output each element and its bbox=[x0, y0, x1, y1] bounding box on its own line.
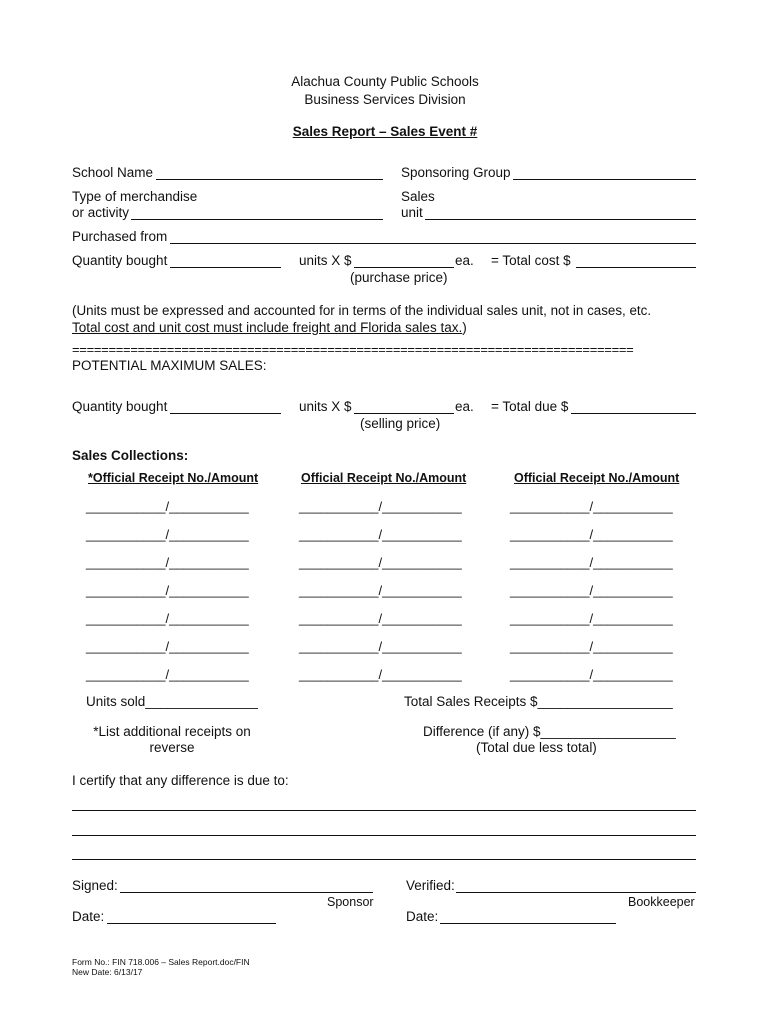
verified-field[interactable] bbox=[456, 892, 696, 893]
receipt-slot[interactable]: ___________/___________ bbox=[299, 667, 462, 682]
purchase-price-field[interactable] bbox=[354, 267, 454, 268]
receipt-slot[interactable]: ___________/___________ bbox=[299, 583, 462, 598]
school-name-field[interactable] bbox=[156, 179, 383, 180]
total-due-field[interactable] bbox=[571, 413, 696, 414]
school-name-label: School Name bbox=[72, 165, 154, 180]
receipt-slot[interactable]: ___________/___________ bbox=[299, 527, 462, 542]
sponsoring-group-field[interactable] bbox=[513, 179, 696, 180]
total-due-less-caption: (Total due less total) bbox=[476, 740, 597, 755]
receipt-slot[interactable]: ___________/___________ bbox=[510, 499, 673, 514]
bookkeeper-caption: Bookkeeper bbox=[628, 895, 695, 909]
sponsoring-group-label: Sponsoring Group bbox=[401, 165, 511, 180]
receipt-slot[interactable]: ___________/___________ bbox=[510, 639, 673, 654]
receipt-slot[interactable]: ___________/___________ bbox=[86, 583, 249, 598]
certify-line-2[interactable] bbox=[72, 835, 696, 836]
list-additional-receipts-1: *List additional receipts on bbox=[93, 724, 251, 739]
receipt-column-3-header: Official Receipt No./Amount bbox=[514, 471, 680, 485]
purchase-price-caption: (purchase price) bbox=[350, 270, 448, 285]
purchased-from-field[interactable] bbox=[170, 243, 696, 244]
receipt-slot[interactable]: ___________/___________ bbox=[510, 527, 673, 542]
certify-statement: I certify that any difference is due to: bbox=[72, 773, 289, 788]
form-number: Form No.: FIN 718.006 – Sales Report.doc/FIN bbox=[72, 957, 250, 967]
sales-label: Sales bbox=[401, 189, 435, 204]
note-line-2 bbox=[72, 320, 467, 335]
org-name: Alachua County Public Schools bbox=[291, 74, 479, 89]
potential-quantity-bought-label: Quantity bought bbox=[72, 399, 168, 414]
signed-label: Signed: bbox=[72, 878, 118, 893]
potential-sales-heading: POTENTIAL MAXIMUM SALES: bbox=[72, 358, 267, 373]
receipt-slot[interactable]: ___________/___________ bbox=[510, 555, 673, 570]
total-due-label: = Total due $ bbox=[491, 399, 569, 414]
sales-unit-label: unit bbox=[401, 205, 423, 220]
date-left-field[interactable] bbox=[107, 923, 276, 924]
certify-line-1[interactable] bbox=[72, 810, 696, 811]
date-right-field[interactable] bbox=[440, 923, 616, 924]
selling-price-caption: (selling price) bbox=[360, 416, 441, 431]
division-name: Business Services Division bbox=[304, 92, 466, 107]
receipt-slot[interactable]: ___________/___________ bbox=[299, 639, 462, 654]
receipt-slot[interactable]: ___________/___________ bbox=[86, 667, 249, 682]
separator-line: ============================================================================= bbox=[72, 342, 634, 357]
receipt-slot[interactable]: ___________/___________ bbox=[86, 499, 249, 514]
type-merchandise-field[interactable] bbox=[131, 219, 383, 220]
receipt-slot[interactable]: ___________/___________ bbox=[510, 583, 673, 598]
receipt-slot[interactable]: ___________/___________ bbox=[299, 611, 462, 626]
sponsor-caption: Sponsor bbox=[327, 895, 374, 909]
note-line-2-end: ) bbox=[462, 320, 467, 335]
potential-ea-label: ea. bbox=[455, 399, 474, 414]
date-left-label: Date: bbox=[72, 909, 105, 924]
total-cost-field[interactable] bbox=[576, 267, 696, 268]
list-additional-receipts-2: reverse bbox=[149, 740, 195, 755]
receipt-slot[interactable]: ___________/___________ bbox=[510, 667, 673, 682]
selling-price-field[interactable] bbox=[354, 413, 454, 414]
total-sales-receipts: Total Sales Receipts $__________________ bbox=[404, 694, 673, 709]
note-line-1: (Units must be expressed and accounted for in terms of the individual sales unit, not in cases, etc. bbox=[72, 303, 652, 318]
quantity-bought-label: Quantity bought bbox=[72, 253, 168, 268]
receipt-slot[interactable]: ___________/___________ bbox=[86, 639, 249, 654]
quantity-bought-field[interactable] bbox=[170, 267, 281, 268]
signed-field[interactable] bbox=[120, 892, 373, 893]
receipt-slot[interactable]: ___________/___________ bbox=[86, 555, 249, 570]
receipt-slot[interactable]: ___________/___________ bbox=[86, 611, 249, 626]
potential-quantity-field[interactable] bbox=[170, 413, 281, 414]
receipt-column-1-header: *Official Receipt No./Amount bbox=[88, 471, 259, 485]
note-line-2-text: Total cost and unit cost must include freight and Florida sales tax. bbox=[72, 320, 463, 335]
or-activity-label: or activity bbox=[72, 205, 130, 220]
sales-collections-heading: Sales Collections: bbox=[72, 448, 189, 463]
date-right-label: Date: bbox=[406, 909, 439, 924]
purchased-from-label: Purchased from bbox=[72, 229, 168, 244]
receipt-column-2-header: Official Receipt No./Amount bbox=[301, 471, 467, 485]
verified-label: Verified: bbox=[406, 878, 455, 893]
receipt-slot[interactable]: ___________/___________ bbox=[299, 555, 462, 570]
total-cost-label: = Total cost $ bbox=[491, 253, 571, 268]
difference-field: Difference (if any) $__________________ bbox=[423, 724, 676, 739]
receipt-slot[interactable]: ___________/___________ bbox=[86, 527, 249, 542]
new-date: New Date: 6/13/17 bbox=[72, 967, 143, 977]
receipt-slot[interactable]: ___________/___________ bbox=[510, 611, 673, 626]
units-sold: Units sold_______________ bbox=[86, 694, 258, 709]
certify-line-3[interactable] bbox=[72, 859, 696, 860]
type-merchandise-label: Type of merchandise bbox=[72, 189, 198, 204]
ea-label: ea. bbox=[455, 253, 474, 268]
potential-units-x-label: units X $ bbox=[299, 399, 352, 414]
form-title: Sales Report – Sales Event # bbox=[292, 124, 478, 139]
units-x-label: units X $ bbox=[299, 253, 352, 268]
receipt-slot[interactable]: ___________/___________ bbox=[299, 499, 462, 514]
sales-unit-field[interactable] bbox=[425, 219, 696, 220]
